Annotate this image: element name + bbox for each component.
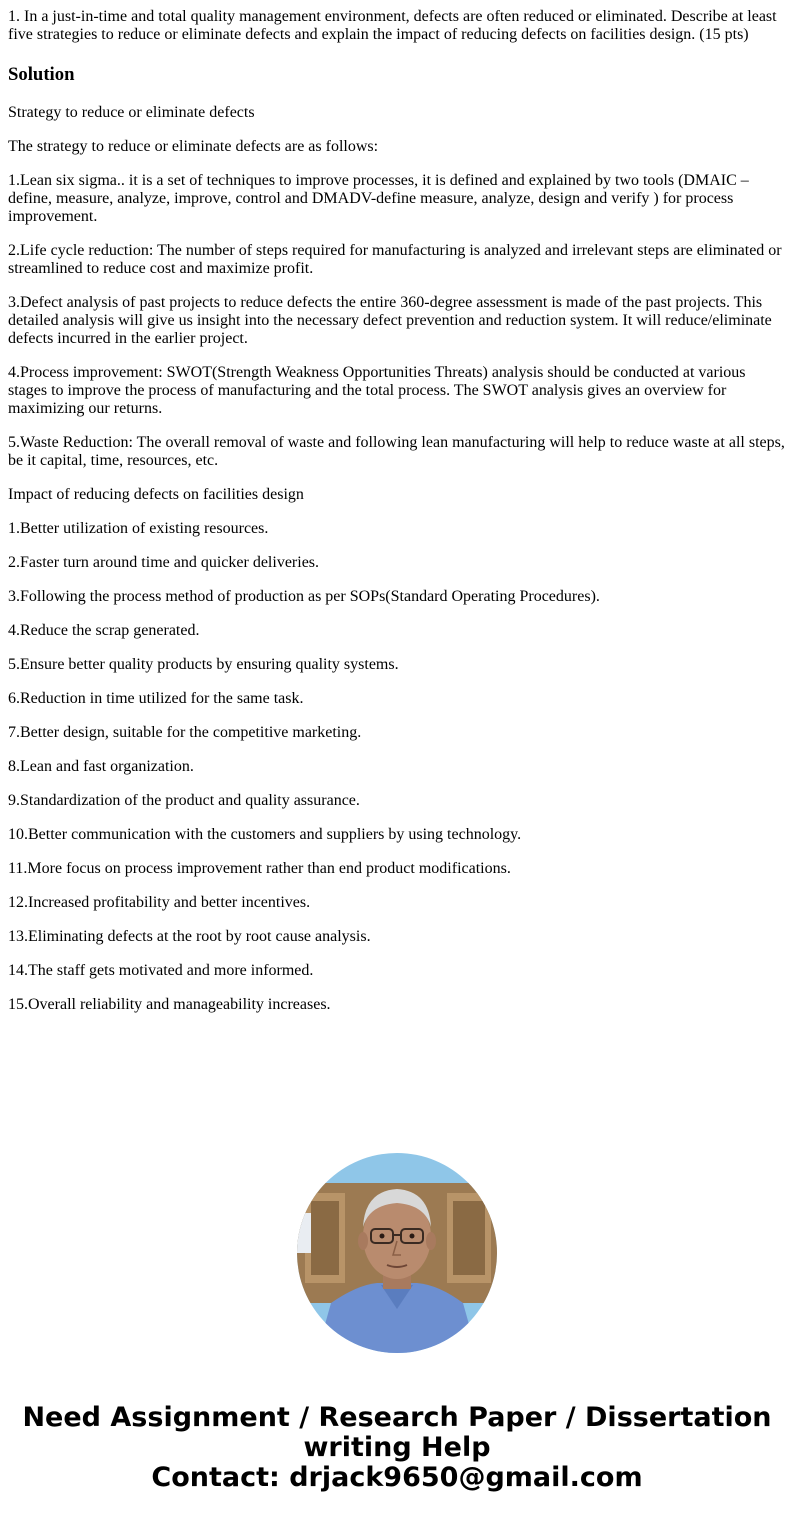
list-item: 3.Following the process method of production as per SOPs(Standard Operating Procedures). <box>8 588 600 605</box>
list-item: 3.Defect analysis of past projects to reduce defects the entire 360-degree assessment is made of the past projects. This detailed analysis will give us insight into the necessary defect prevention and reduction system. It will reduce/eliminate defects incurred in the earlier project. <box>8 294 772 347</box>
list-item: 7.Better design, suitable for the competitive marketing. <box>8 724 362 741</box>
strategy-intro-text: The strategy to reduce or eliminate defects are as follows: <box>8 138 379 155</box>
list-item: 2.Life cycle reduction: The number of steps required for manufacturing is analyzed and irrelevant steps are eliminated or streamlined to reduce cost and maximize profit. <box>8 242 782 277</box>
list-item: 10.Better communication with the customers and suppliers by using technology. <box>8 826 522 843</box>
list-item: 14.The staff gets motivated and more informed. <box>8 962 314 979</box>
list-item: 13.Eliminating defects at the root by root cause analysis. <box>8 928 371 945</box>
list-item: 9.Standardization of the product and quality assurance. <box>8 792 360 809</box>
list-item: 4.Reduce the scrap generated. <box>8 622 200 639</box>
impact-list <box>8 520 786 1014</box>
list-item: 5.Ensure better quality products by ensuring quality systems. <box>8 656 399 673</box>
list-item: 2.Faster turn around time and quicker deliveries. <box>8 554 320 571</box>
question-text: 1. In a just-in-time and total quality management environment, defects are often reduced or eliminated. Describe at least five strategies to reduce or eliminate defects and explain the impact of reducing defects on facilities design. (15 pts) <box>8 8 777 43</box>
footer-banner <box>0 1403 794 1493</box>
list-item: 1.Better utilization of existing resources. <box>8 520 269 537</box>
list-item: 1.Lean six sigma.. it is a set of techniques to improve processes, it is defined and explained by two tools (DMAIC – define, measure, analyze, improve, control and DMADV-define measure, analyze, design and verify ) for process improvement. <box>8 172 749 225</box>
list-item: 12.Increased profitability and better incentives. <box>8 894 311 911</box>
help-text: Need Assignment / Research Paper / Dissertation writing Help <box>22 1402 772 1463</box>
author-avatar <box>297 1153 497 1353</box>
list-item: 8.Lean and fast organization. <box>8 758 194 775</box>
list-item: 5.Waste Reduction: The overall removal of waste and following lean manufacturing will help to reduce waste at all steps, be it capital, time, resources, etc. <box>8 434 785 469</box>
contact-email: Contact: drjack9650@gmail.com <box>151 1462 643 1493</box>
solution-heading: Solution <box>8 64 75 85</box>
list-item: 15.Overall reliability and manageability increases. <box>8 996 331 1013</box>
list-item: 4.Process improvement: SWOT(Strength Weakness Opportunities Threats) analysis should be conducted at various stages to improve the process of manufacturing and the total process. The SWOT analysis gives an overview for maximizing our returns. <box>8 364 746 417</box>
strategy-list <box>8 172 786 470</box>
list-item: 6.Reduction in time utilized for the same task. <box>8 690 304 707</box>
avatar-portrait-icon <box>297 1153 497 1353</box>
list-item: 11.More focus on process improvement rather than end product modifications. <box>8 860 511 877</box>
impact-title: Impact of reducing defects on facilities design <box>8 486 304 503</box>
strategy-intro-title: Strategy to reduce or eliminate defects <box>8 104 255 121</box>
